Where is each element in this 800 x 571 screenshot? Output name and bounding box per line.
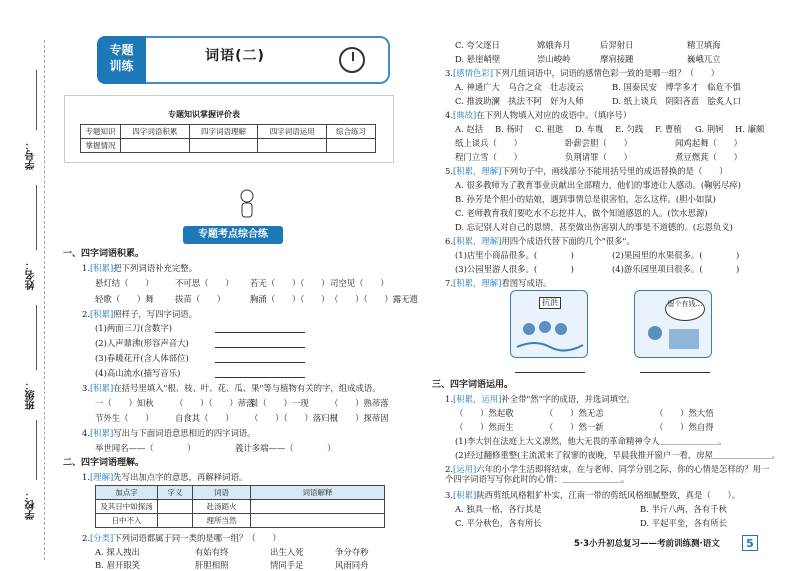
question-2-1: 1.[理解]先写出加点字的意思，再解释词语。 <box>82 472 248 482</box>
section-1-heading: 一、四字词语积累。 <box>63 249 145 259</box>
question-6: 6.[积累，理解]用四个成语代替下面的几个"很多"。 <box>445 236 635 246</box>
class-label: 班级： <box>26 380 37 410</box>
table-input[interactable] <box>158 514 193 528</box>
table-cell: 日中不入 <box>96 514 158 528</box>
table-input[interactable] <box>251 500 385 514</box>
sentence-fill[interactable]: (1)李大钊在法庭上大义凛然，他大无畏的革命精神令人＿＿＿＿＿＿＿。 <box>455 436 727 446</box>
table-cell: 赴汤蹈火 <box>193 500 251 514</box>
footer-text: 5·3小升初总复习——考前训练测·语文 <box>574 539 720 549</box>
option-b[interactable]: B. 半斤八两，各有千秋 <box>640 504 727 514</box>
page-number: 5 <box>742 535 758 551</box>
eval-input[interactable] <box>258 139 327 153</box>
example-item: (3)春暖花开(含人体部位) <box>95 353 189 363</box>
table-header: 字义 <box>158 486 193 500</box>
question-1-2: 2.[积累]照样子，写四字词语。 <box>82 309 198 319</box>
fill-item[interactable]: (3)公园里游人很多。( ) <box>455 264 574 274</box>
table-input[interactable] <box>251 514 385 528</box>
question-3-1: 1.[积累，运用]补全带"然"字的成语，并选词填空。 <box>445 394 635 404</box>
option-d[interactable]: D. 纸上谈兵 阴阳吝啬 脍炙人口 <box>612 96 741 106</box>
picture-answer-line[interactable] <box>515 363 585 373</box>
eval-cell: 四字词语理解 <box>189 125 258 139</box>
school-field[interactable] <box>36 420 37 480</box>
name-label: 姓名： <box>26 260 37 290</box>
topic-badge <box>97 36 146 84</box>
eval-cell: 四字词语运用 <box>258 125 327 139</box>
class-field[interactable] <box>36 305 37 370</box>
school-label: 学校： <box>26 490 37 520</box>
question-2-2: 2.[分类]下列词语都属于同一类的是哪一组？（ ） <box>82 533 281 543</box>
question-1-3: 3.[积累]在括号里填入"根、枝、叶、花、瓜、果"等与植物有关的字，组成成语。 <box>82 383 381 393</box>
mascot-icon <box>237 188 257 222</box>
answer-line[interactable] <box>215 353 305 363</box>
eval-cell: 四字词语积累 <box>121 125 190 139</box>
option-b[interactable]: B. 国泰民安 博学多才 临危不惧 <box>612 82 741 92</box>
question-7: 7.[积累，理解]看图写成语。 <box>445 278 552 288</box>
question-4: 4.[典故]在下列人物填入对应的成语中。（填序号） <box>445 110 632 120</box>
eval-table <box>80 124 376 153</box>
eval-caption: 专题知识掌握评价表 <box>168 110 240 119</box>
option-b[interactable]: B. 孙芳是个胆小的姑娘，遇到事情总是很害怕，怎么这样。(胆小如鼠) <box>455 194 716 204</box>
meaning-table <box>95 485 385 528</box>
option-a[interactable]: A. 很多教师为了教育事业贡献出全部精力，他们的事迹让人感动。(鞠躬尽瘁) <box>455 180 741 190</box>
section-3-heading: 三、四字词语运用。 <box>432 380 514 390</box>
name-field[interactable] <box>36 185 37 250</box>
crowd-picture: 留个有钱… <box>634 290 712 358</box>
example-item: (2)人声鼎沸(形容声音大) <box>95 338 189 348</box>
section-2-heading: 二、四字词语理解。 <box>63 458 145 468</box>
eval-cell: 掌握情况 <box>81 139 121 153</box>
badge-line1: 专题 <box>109 43 134 57</box>
table-cell: 理所当然 <box>193 514 251 528</box>
eval-cell: 专题知识 <box>81 125 121 139</box>
option-a[interactable]: A. 神通广大 乌合之众 壮志凌云 <box>455 82 584 92</box>
table-input[interactable] <box>158 500 193 514</box>
eval-input[interactable] <box>327 139 376 153</box>
option-d[interactable]: D. 平起平坐，各有所长 <box>640 518 728 528</box>
answer-line[interactable] <box>215 368 305 378</box>
student-no-label: 学号： <box>26 140 37 170</box>
eval-cell: 综合练习 <box>327 125 376 139</box>
fill-item[interactable]: (1)店里小商品很多。( ) <box>455 250 574 260</box>
answer-line[interactable] <box>215 338 305 348</box>
practice-banner: 专题考点综合练 <box>183 226 283 244</box>
example-item: (1)两面三刀(含数字) <box>95 323 173 333</box>
option-c[interactable]: C. 老师教育我们要吃水不忘挖井人，做个知道感恩的人。(饮水思源) <box>455 208 708 218</box>
table-header: 词语 <box>193 486 251 500</box>
question-3-3: 3.[积累]陕西剪纸风格粗犷朴实，江南一带的剪纸风格细腻整致，真是（ ）。 <box>445 490 741 500</box>
flood-fighting-picture: 抗洪 <box>510 290 588 358</box>
table-cell: 及其日中如探汤 <box>96 500 158 514</box>
option-c[interactable]: C. 平分秋色，各有所长 <box>455 518 542 528</box>
sentence-fill[interactable]: (2)经过翻修重整(主流派来了叙寥的夜晚，早晨我推开窗户一看，房屋＿＿＿＿＿＿＿。 <box>455 450 781 460</box>
badge-line2: 训练 <box>109 59 134 74</box>
example-item: (4)高山流水(描写音乐) <box>95 368 181 378</box>
page-title: 词语(二) <box>205 48 265 64</box>
fill-item[interactable]: (2)果园里的水果很多。( ) <box>612 250 740 260</box>
student-no-field[interactable] <box>36 70 37 130</box>
option-d[interactable]: D. 忘记别人对自己的恩情，甚至做出伤害别人的事是不道德的。(忘恩负义) <box>455 222 733 232</box>
cut-line <box>44 40 45 560</box>
fill-item[interactable]: (4)游乐园里项目很多。( ) <box>612 264 740 274</box>
question-5: 5.[积累，理解]下列句子中，画线部分不能用括号里的成语替换的是（ ） <box>445 166 728 176</box>
option-c[interactable]: C. 推波助澜 执法不阿 好为人师 <box>455 96 584 106</box>
question-3: 3.[感情色彩]下列几组词语中，词语的感情色彩一致的是哪一组？（ ） <box>445 68 720 78</box>
question-3-2: 2.[运用]六年的小学生活即将结束，在与老师、同学分别之际，你的心情是怎样的？用一个四字词语写写你此时的心情：＿＿＿＿＿＿＿。 <box>445 464 770 485</box>
question-1-1: 1.[积累]把下列词语补充完整。 <box>82 263 198 273</box>
answer-line[interactable] <box>215 323 305 333</box>
option-a[interactable]: A. 独具一格，各行其是 <box>455 504 542 514</box>
table-header: 词语解释 <box>251 486 385 500</box>
eval-input[interactable] <box>189 139 258 153</box>
question-1-4: 4.[积累]写出与下面词语意思相近的四字词语。 <box>82 428 256 438</box>
table-header: 加点字 <box>96 486 158 500</box>
binding-strip <box>0 0 60 571</box>
picture-answer-line[interactable] <box>640 363 710 373</box>
alarm-clock-icon <box>339 47 365 73</box>
eval-input[interactable] <box>121 139 190 153</box>
